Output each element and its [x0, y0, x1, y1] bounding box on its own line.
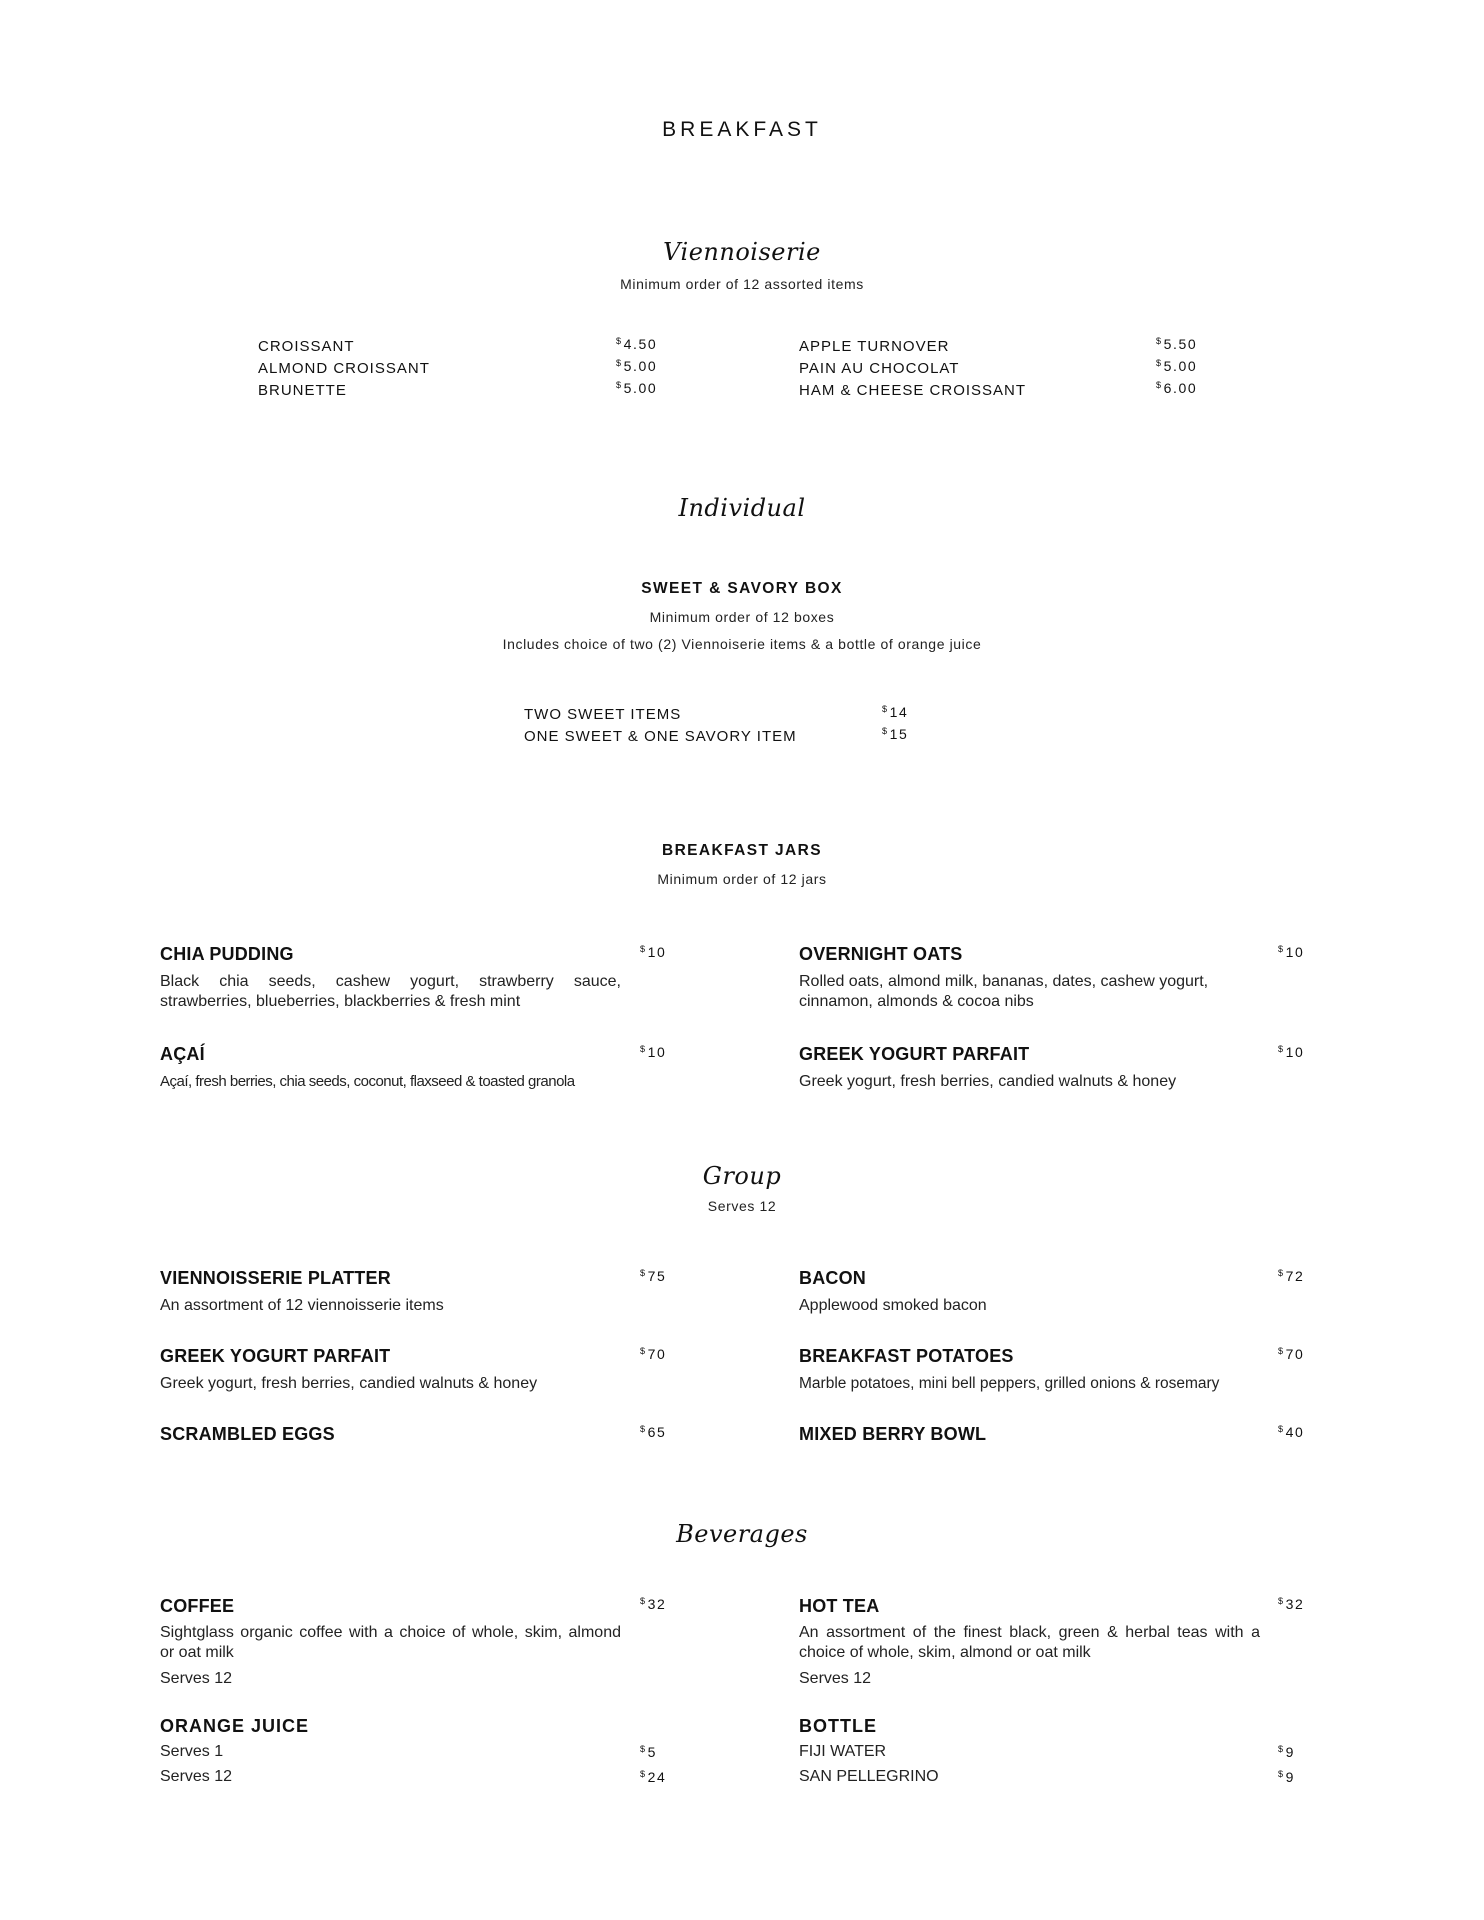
menu-item-price: $5.50: [1156, 336, 1198, 352]
menu-item-name: AÇAÍ: [160, 1044, 205, 1064]
menu-item-name: COFFEE: [160, 1596, 235, 1616]
menu-item-name: HOT TEA: [799, 1596, 880, 1616]
menu-item-price: $5.00: [616, 358, 658, 374]
menu-item-name: HAM & CHEESE CROISSANT: [799, 382, 1027, 399]
menu-item-description: Black chia seeds, cashew yogurt, strawberry sauce, strawberries, blueberries, blackberries & fresh mint: [160, 973, 621, 1010]
menu-item-name: SCRAMBLED EGGS: [160, 1424, 335, 1444]
beverages-heading: Beverages: [676, 1520, 808, 1548]
menu-item-price: $4.50: [616, 336, 658, 352]
individual-heading: Individual: [678, 494, 806, 522]
menu-item-name: APPLE TURNOVER: [799, 338, 950, 355]
menu-item-price: $72: [1278, 1268, 1305, 1284]
menu-item-price: $32: [1278, 1596, 1305, 1612]
menu-item-price: $10: [1278, 1044, 1305, 1060]
menu-item-description: Applewood smoked bacon: [799, 1297, 987, 1314]
menu-item-price: $5.00: [1156, 358, 1198, 374]
menu-item-description: Açaí, fresh berries, chia seeds, coconut, flaxseed & toasted granola: [160, 1073, 575, 1090]
menu-item-serves: Serves 12: [799, 1670, 872, 1687]
menu-item-name: CHIA PUDDING: [160, 944, 294, 964]
menu-item-description: Greek yogurt, fresh berries, candied walnuts & honey: [799, 1073, 1177, 1090]
menu-item-price: $70: [1278, 1346, 1305, 1362]
menu-item-price: $24: [640, 1769, 667, 1785]
menu-item-serves: Serves 12: [160, 1670, 233, 1687]
menu-item-name: ONE SWEET & ONE SAVORY ITEM: [524, 728, 797, 745]
breakfast-jars-note: Minimum order of 12 jars: [657, 871, 827, 887]
menu-item-price: $5: [640, 1744, 657, 1760]
menu-item-price: $65: [640, 1424, 667, 1440]
menu-item-name: GREEK YOGURT PARFAIT: [160, 1346, 391, 1366]
viennoiserie-note: Minimum order of 12 assorted items: [620, 276, 864, 292]
sweet-savory-box-title: SWEET & SAVORY BOX: [641, 580, 843, 597]
menu-item-name: OVERNIGHT OATS: [799, 944, 963, 964]
menu-item-price: $10: [640, 1044, 667, 1060]
menu-item-option: Serves 12: [160, 1768, 233, 1785]
group-heading: Group: [702, 1162, 782, 1190]
menu-item-name: ORANGE JUICE: [160, 1716, 310, 1736]
menu-item-name: BRUNETTE: [258, 382, 347, 399]
menu-item-name: ALMOND CROISSANT: [258, 360, 430, 377]
menu-item-name: VIENNOISSERIE PLATTER: [160, 1268, 391, 1288]
viennoiserie-heading: Viennoiserie: [663, 238, 821, 266]
menu-item-name: PAIN AU CHOCOLAT: [799, 360, 960, 377]
breakfast-jars-title: BREAKFAST JARS: [662, 842, 822, 859]
sweet-savory-box-note: Minimum order of 12 boxes: [649, 609, 835, 625]
menu-item-description: Sightglass organic coffee with a choice of whole, skim, almond or oat milk: [160, 1624, 621, 1661]
menu-item-price: $9: [1278, 1744, 1295, 1760]
menu-item-price: $32: [640, 1596, 667, 1612]
menu-item-description: Greek yogurt, fresh berries, candied walnuts & honey: [160, 1375, 538, 1392]
menu-item-description: An assortment of 12 viennoisserie items: [160, 1297, 444, 1314]
menu-item-name: GREEK YOGURT PARFAIT: [799, 1044, 1030, 1064]
menu-item-description: An assortment of the finest black, green & herbal teas with a choice of whole, skim, almond or oat milk: [799, 1624, 1260, 1661]
menu-item-price: $15: [882, 726, 909, 742]
menu-item-description: Marble potatoes, mini bell peppers, grilled onions & rosemary: [799, 1375, 1220, 1392]
menu-item-name: MIXED BERRY BOWL: [799, 1424, 987, 1444]
page-title: BREAKFAST: [662, 118, 822, 141]
menu-item-option: Serves 1: [160, 1743, 224, 1760]
menu-item-price: $40: [1278, 1424, 1305, 1440]
menu-item-name: BREAKFAST POTATOES: [799, 1346, 1014, 1366]
group-note: Serves 12: [707, 1198, 777, 1214]
sweet-savory-box-includes: Includes choice of two (2) Viennoiserie items & a bottle of orange juice: [502, 636, 982, 652]
menu-item-name: TWO SWEET ITEMS: [524, 706, 682, 723]
menu-item-option: SAN PELLEGRINO: [799, 1768, 939, 1785]
menu-item-description: Rolled oats, almond milk, bananas, dates, cashew yogurt, cinnamon, almonds & cocoa nibs: [799, 973, 1209, 1010]
menu-item-name: CROISSANT: [258, 338, 355, 355]
menu-item-option: FIJI WATER: [799, 1743, 887, 1760]
menu-item-name: BACON: [799, 1268, 866, 1288]
menu-item-price: $75: [640, 1268, 667, 1284]
menu-item-price: $6.00: [1156, 380, 1198, 396]
menu-item-price: $9: [1278, 1769, 1295, 1785]
menu-item-name: BOTTLE: [799, 1716, 877, 1736]
menu-item-price: $5.00: [616, 380, 658, 396]
menu-item-price: $10: [640, 944, 667, 960]
menu-item-price: $10: [1278, 944, 1305, 960]
menu-item-price: $14: [882, 704, 909, 720]
menu-item-price: $70: [640, 1346, 667, 1362]
